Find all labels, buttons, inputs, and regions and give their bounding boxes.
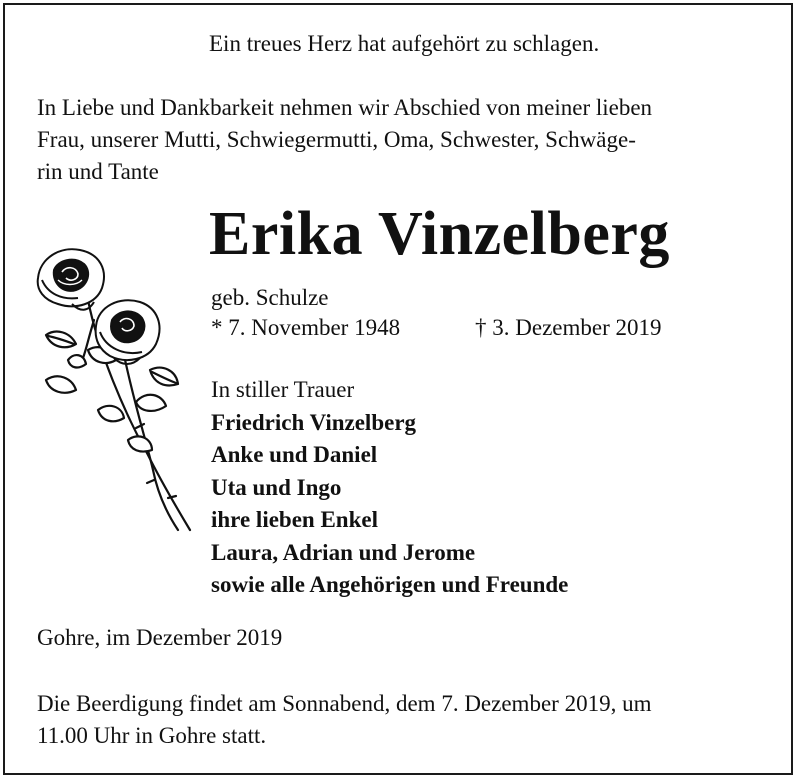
intro-line: rin und Tante bbox=[37, 159, 159, 184]
death-date: † 3. Dezember 2019 bbox=[475, 315, 662, 340]
headline: Ein treues Herz hat aufgehört zu schlagen. bbox=[209, 31, 600, 56]
deceased-name: Erika Vinzelberg bbox=[209, 200, 670, 268]
roses-illustration-icon bbox=[28, 240, 198, 535]
mourners-intro: In stiller Trauer bbox=[211, 377, 355, 402]
intro-line: In Liebe und Dankbarkeit nehmen wir Abschied von meiner lieben bbox=[37, 95, 653, 120]
mourners-block bbox=[211, 374, 568, 602]
funeral-info bbox=[37, 688, 651, 752]
funeral-line: 11.00 Uhr in Gohre statt. bbox=[37, 723, 267, 748]
mourner-line: Friedrich Vinzelberg bbox=[211, 409, 417, 435]
intro-text bbox=[37, 92, 652, 188]
place-date: Gohre, im Dezember 2019 bbox=[37, 625, 283, 650]
funeral-line: Die Beerdigung findet am Sonnabend, dem 7. Dezember 2019, um bbox=[37, 691, 652, 716]
mourner-line: Uta und Ingo bbox=[211, 474, 342, 500]
mourner-line: ihre lieben Enkel bbox=[211, 507, 378, 532]
maiden-name: geb. Schulze bbox=[211, 285, 329, 310]
intro-line: Frau, unserer Mutti, Schwiegermutti, Oma, Schwester, Schwäge- bbox=[37, 127, 636, 152]
mourner-line: Anke und Daniel bbox=[211, 442, 378, 467]
mourner-line: sowie alle Angehörigen und Freunde bbox=[211, 572, 569, 597]
mourner-line: Laura, Adrian und Jerome bbox=[211, 539, 476, 565]
birth-date: * 7. November 1948 bbox=[211, 315, 401, 340]
